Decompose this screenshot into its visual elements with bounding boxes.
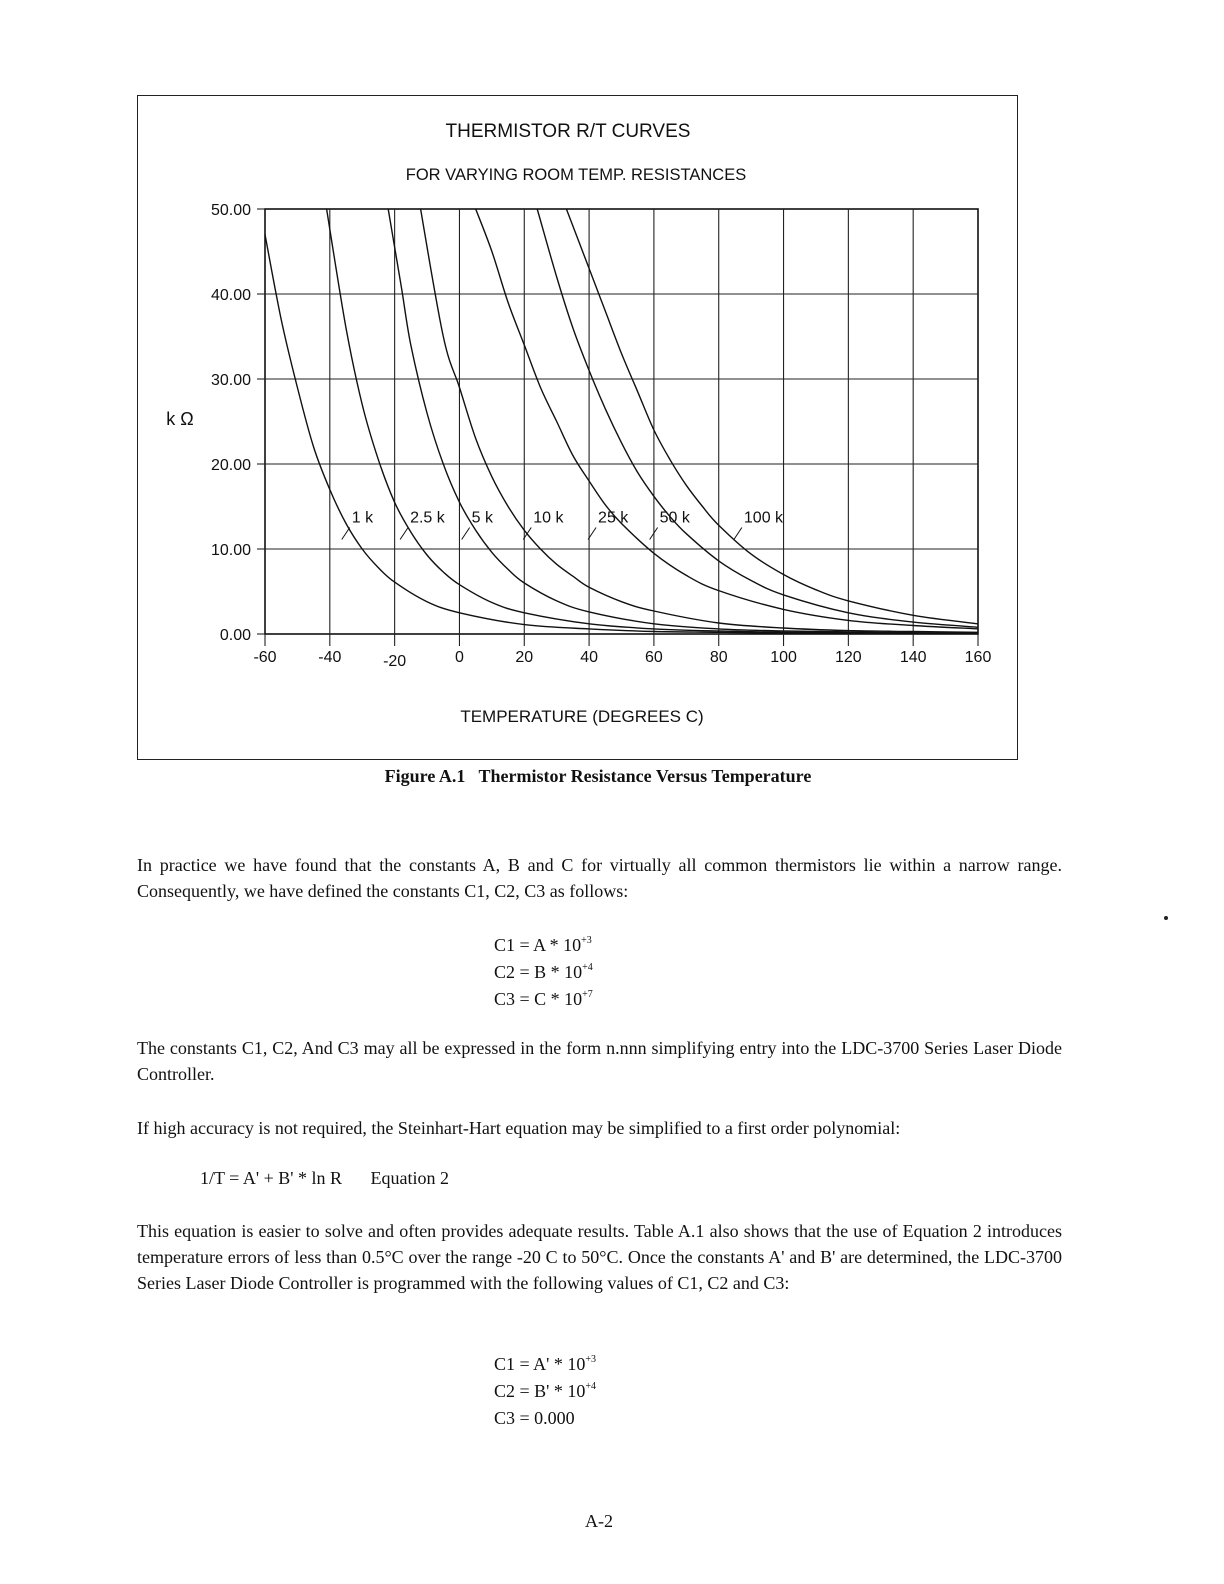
equation-2-formula: 1/T = A' + B' * ln R <box>200 1168 342 1188</box>
series-line-6 <box>537 209 978 627</box>
caption-label: Figure A.1 <box>384 766 466 786</box>
series-label: 5 k <box>471 509 494 527</box>
x-tick-label: 80 <box>709 649 728 666</box>
equation-c3-zero: C3 = 0.000 <box>494 1408 575 1428</box>
x-tick-label: -40 <box>318 649 342 666</box>
paragraph-equation-2-accuracy: This equation is easier to solve and often provides adequate results. Table A.1 also shows that the use of Equation 2 introduces temperature errors of less than 0.5°C over the range -20 C to 50°C. Once the constants A' and B' are determined, the LDC-3700 Series Laser Diode Controller is programmed with the following values of C1, C2 and C3: <box>137 1221 1062 1293</box>
chart-subtitle: FOR VARYING ROOM TEMP. RESISTANCES <box>405 166 747 184</box>
paragraph-constants-range: In practice we have found that the constants A, B and C for virtually all common thermistors lie within a narrow range. Consequently, we have defined the constants C1, C2, C3 as follows: <box>137 855 1062 901</box>
series-label: 10 k <box>533 509 564 527</box>
equation-c2-prime: $C2 = B' * 10^{+4}$ <box>494 1381 597 1401</box>
x-tick-label: -60 <box>253 649 277 666</box>
x-tick-label: 20 <box>515 649 534 666</box>
y-tick-label: 50.00 <box>210 202 251 219</box>
series-label: 25 k <box>598 509 629 527</box>
equation-c1-prime: $C1 = A' * 10^{+3}$ <box>494 1354 597 1374</box>
page-number: A-2 <box>585 1511 613 1531</box>
equation-block-2 <box>494 1351 596 1432</box>
chart-title: THERMISTOR R/T CURVES <box>445 121 691 142</box>
series-line-7 <box>566 209 978 624</box>
equation-c3: $C3 = C * 10^{+7}$ <box>494 989 593 1009</box>
chart-grid <box>257 209 978 646</box>
series-label-leader <box>400 528 408 540</box>
y-tick-label: 20.00 <box>210 457 251 474</box>
caption-title: Thermistor Resistance Versus Temperature <box>478 766 812 786</box>
series-label: 100 k <box>743 509 784 527</box>
chart-labels <box>166 121 991 726</box>
series-label-leader <box>462 528 470 540</box>
x-tick-label: 160 <box>964 649 992 666</box>
chart-series <box>265 209 978 634</box>
x-tick-label: -20 <box>383 653 407 670</box>
y-tick-label: 10.00 <box>210 542 251 559</box>
y-tick-label: 40.00 <box>210 287 251 304</box>
equation-2 <box>200 1168 449 1189</box>
paragraph-nnnn-form: The constants C1, C2, And C3 may all be expressed in the form n.nnn simplifying entry into the LDC-3700 Series Laser Diode Controller. <box>137 1038 1062 1084</box>
series-label-leader <box>342 528 350 540</box>
series-label: 1 k <box>351 509 374 527</box>
plot-area-frame <box>265 209 978 634</box>
series-line-3 <box>388 209 978 633</box>
series-label-leader <box>734 528 742 540</box>
x-tick-label: 0 <box>455 649 464 666</box>
paragraph-first-order: If high accuracy is not required, the Steinhart-Hart equation may be simplified to a first order polynomial: <box>137 1118 901 1138</box>
equation-c2: $C2 = B * 10^{+4}$ <box>494 962 593 982</box>
thermistor-chart <box>0 0 1224 780</box>
series-line-4 <box>421 209 978 632</box>
series-label: 50 k <box>659 509 690 527</box>
x-tick-label: 40 <box>580 649 598 666</box>
x-tick-label: 120 <box>835 649 862 666</box>
y-axis-label: k Ω <box>166 409 194 429</box>
y-tick-label: 0.00 <box>219 627 251 644</box>
series-line-2 <box>327 209 978 633</box>
x-tick-label: 140 <box>899 649 927 666</box>
figure-caption <box>0 766 1196 787</box>
scan-speck <box>1164 916 1168 920</box>
x-tick-label: 100 <box>770 649 797 666</box>
y-tick-label: 30.00 <box>210 372 251 389</box>
equation-2-label: Equation 2 <box>370 1168 449 1188</box>
x-tick-label: 60 <box>645 649 663 666</box>
x-axis-label: TEMPERATURE (DEGREES C) <box>460 707 704 726</box>
equation-block-1 <box>494 932 593 1013</box>
equation-c1: $C1 = A * 10^{+3}$ <box>494 935 592 955</box>
series-label: 2.5 k <box>410 509 445 527</box>
